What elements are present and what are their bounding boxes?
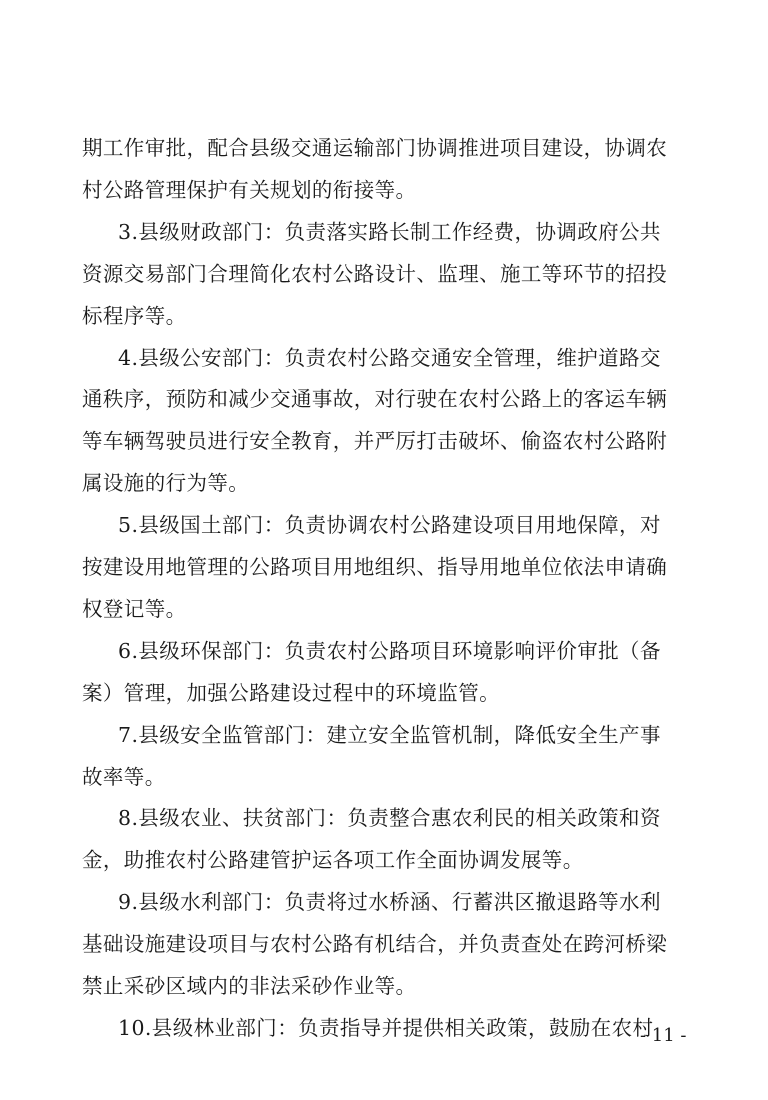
text-line: 权登记等。 <box>82 597 187 621</box>
text-line: 等车辆驾驶员进行安全教育，并严厉打击破坏、偷盗农村公路附 <box>82 429 668 453</box>
page-number: - 11 - <box>640 1025 687 1046</box>
text-line: 5.县级国土部门：负责协调农村公路建设项目用地保障，对 <box>118 513 661 537</box>
text-line: 6.县级环保部门：负责农村公路项目环境影响评价审批（备 <box>118 639 661 663</box>
text-line: 案）管理，加强公路建设过程中的环境监管。 <box>82 681 500 705</box>
text-line: 通秩序，预防和减少交通事故，对行驶在农村公路上的客运车辆 <box>82 387 668 411</box>
text-line: 基础设施建设项目与农村公路有机结合，并负责查处在跨河桥梁 <box>82 932 668 956</box>
text-line: 资源交易部门合理简化农村公路设计、监理、施工等环节的招投 <box>82 262 668 286</box>
text-line: 9.县级水利部门：负责将过水桥涵、行蓄洪区撤退路等水利 <box>118 890 661 914</box>
text-line: 10.县级林业部门：负责指导并提供相关政策，鼓励在农村 <box>118 1016 654 1040</box>
text-line: 4.县级公安部门：负责农村公路交通安全管理，维护道路交 <box>118 346 661 370</box>
text-line: 故率等。 <box>82 765 166 789</box>
text-line: 禁止采砂区域内的非法采砂作业等。 <box>82 974 417 998</box>
text-line: 期工作审批，配合县级交通运输部门协调推进项目建设，协调农 <box>82 136 668 160</box>
text-line: 标程序等。 <box>82 304 187 328</box>
text-line: 3.县级财政部门：负责落实路长制工作经费，协调政府公共 <box>118 220 661 244</box>
text-line: 按建设用地管理的公路项目用地组织、指导用地单位依法申请确 <box>82 555 668 579</box>
text-line: 属设施的行为等。 <box>82 471 250 495</box>
text-line: 金，助推农村公路建管护运各项工作全面协调发展等。 <box>82 848 584 872</box>
text-line: 7.县级安全监管部门：建立安全监管机制，降低安全生产事 <box>118 723 661 747</box>
text-line: 村公路管理保护有关规划的衔接等。 <box>82 178 417 202</box>
text-line: 8.县级农业、扶贫部门：负责整合惠农利民的相关政策和资 <box>118 806 661 830</box>
